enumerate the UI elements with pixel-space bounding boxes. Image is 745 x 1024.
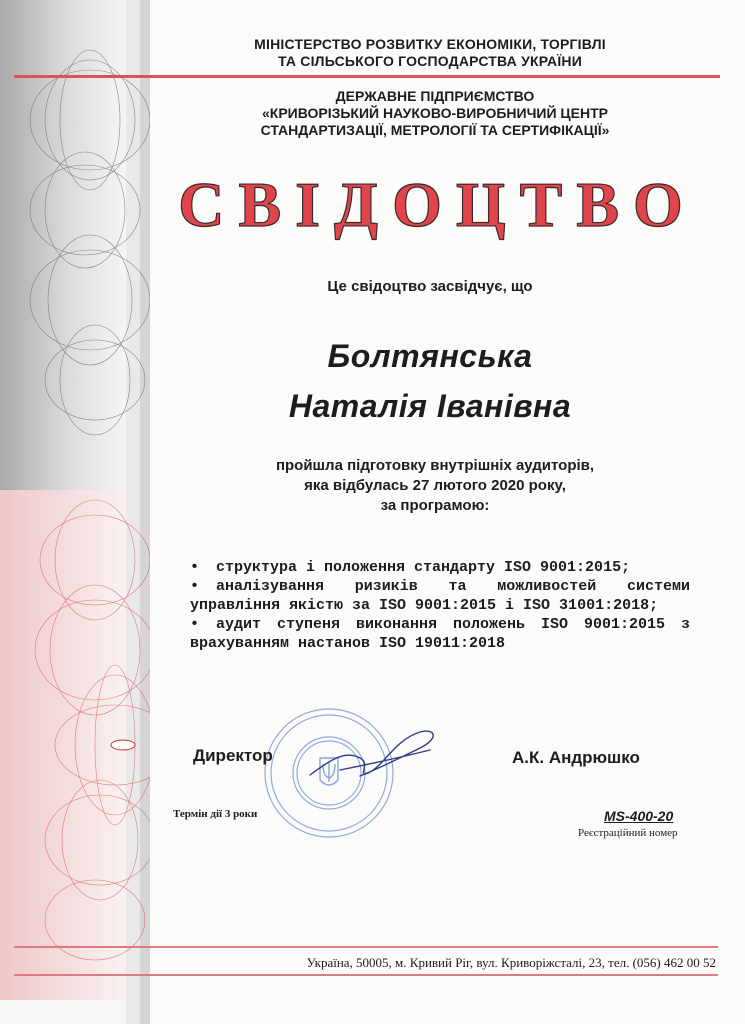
- registration-number: MS-400-20: [604, 808, 674, 824]
- program-item-text: структура і положення стандарту ISO 9001:2015;: [216, 559, 631, 576]
- program-list: [190, 558, 690, 653]
- training-line-2: яка відбулась 27 лютого 2020 року,: [304, 477, 566, 494]
- certifies-text: Це свідоцтво засвідчує, що: [327, 278, 533, 295]
- guilloche-ornament: [0, 0, 150, 1024]
- certificate-title: СВІДОЦТВО: [178, 169, 697, 240]
- address-line: Україна, 50005, м. Кривий Ріг, вул. Криворіжсталі, 23, тел. (056) 462 00 52: [306, 955, 716, 970]
- training-line-1: пройшла підготовку внутрішніх аудиторів,: [275, 457, 595, 474]
- top-red-rule: [14, 75, 720, 78]
- bullet-icon: •: [190, 559, 200, 576]
- registration-label: Реєстраційний номер: [578, 827, 678, 839]
- director-name: А.К. Андрюшко: [512, 748, 640, 767]
- bullet-icon: •: [190, 616, 200, 633]
- director-label: Директор: [193, 746, 273, 765]
- ministry-name: [180, 36, 680, 70]
- program-item: [190, 577, 690, 615]
- ministry-line-2: ТА СІЛЬСЬКОГО ГОСПОДАРСТВА УКРАЇНИ: [278, 53, 582, 69]
- recipient-surname: Болтянська: [327, 338, 533, 374]
- enterprise-name: [180, 88, 690, 139]
- program-item-text: аналізування ризиків та можливостей системи управління якістю за ISO 9001:2015 і ISO 31001:2018;: [190, 578, 690, 614]
- bullet-icon: •: [190, 578, 200, 595]
- ministry-line-1: МІНІСТЕРСТВО РОЗВИТКУ ЕКОНОМІКИ, ТОРГІВЛІ: [254, 36, 606, 52]
- program-item: [190, 558, 690, 577]
- recipient-given-names: Наталія Іванівна: [288, 388, 572, 424]
- program-item-text: аудит ступеня виконання положень ISO 9001:2015 з врахуванням настанов ISO 19011:2018: [190, 616, 690, 652]
- program-item: [190, 615, 690, 653]
- training-line-3: за програмою:: [380, 497, 490, 514]
- validity-period: Термін дії 3 роки: [173, 808, 258, 820]
- training-description: [180, 456, 690, 516]
- bottom-rule-upper: [14, 946, 718, 948]
- director-signature: [300, 720, 450, 790]
- enterprise-line-2: «КРИВОРІЗЬКИЙ НАУКОВО-ВИРОБНИЧИЙ ЦЕНТР: [261, 105, 608, 121]
- bottom-rule-lower: [14, 974, 718, 976]
- enterprise-line-3: СТАНДАРТИЗАЦІЇ, МЕТРОЛОГІЇ ТА СЕРТИФІКАЦІЇ»: [260, 122, 610, 138]
- enterprise-line-1: ДЕРЖАВНЕ ПІДПРИЄМСТВО: [335, 88, 535, 104]
